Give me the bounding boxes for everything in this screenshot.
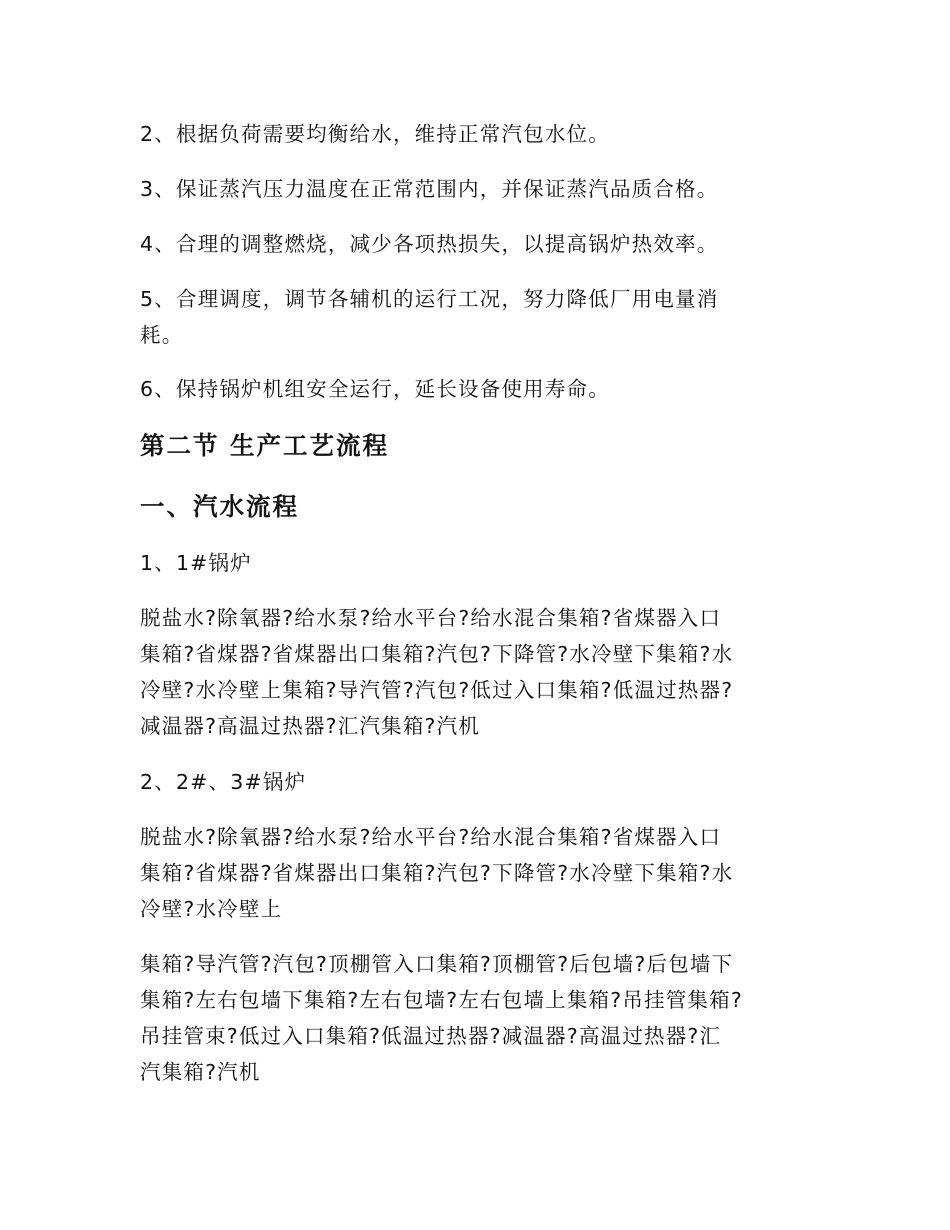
- flow-line: 集箱?省煤器?省煤器出口集箱?汽包?下降管?水冷壁下集箱?水: [140, 861, 734, 885]
- flow-line: 集箱?左右包墙下集箱?左右包墙?左右包墙上集箱?吊挂管集箱?: [140, 988, 743, 1012]
- flow-line: 脱盐水?除氧器?给水泵?给水平台?给水混合集箱?省煤器入口: [140, 606, 722, 630]
- boiler-heading-text: 1、1#锅炉: [140, 551, 252, 575]
- boiler-1-heading: [140, 545, 820, 581]
- section-title: 第二节 生产工艺流程: [140, 431, 390, 460]
- goal-item-5: [140, 281, 820, 353]
- flow-line: 冷壁?水冷壁上集箱?导汽管?汽包?低过入口集箱?低温过热器?: [140, 678, 734, 702]
- goal-text: 6、保持锅炉机组安全运行，延长设备使用寿命。: [140, 377, 610, 401]
- flow-line: 脱盐水?除氧器?给水泵?给水平台?给水混合集箱?省煤器入口: [140, 825, 722, 849]
- flow-line: 冷壁?水冷壁上: [140, 897, 283, 921]
- goal-item-6: [140, 371, 820, 407]
- goal-text: 4、合理的调整燃烧，减少各项热损失，以提高锅炉热效率。: [140, 232, 719, 256]
- flow-line: 集箱?省煤器?省煤器出口集箱?汽包?下降管?水冷壁下集箱?水: [140, 642, 734, 666]
- flow-line: 吊挂管束?低过入口集箱?低温过热器?减温器?高温过热器?汇: [140, 1024, 722, 1048]
- boiler-2-3-flow-part-2: [140, 946, 820, 1090]
- flow-line: 汽集箱?汽机: [140, 1060, 261, 1084]
- boiler-2-3-heading: [140, 764, 820, 800]
- subsection-title: 一、汽水流程: [140, 492, 299, 521]
- goal-item-3: [140, 171, 820, 207]
- goal-item-4: [140, 226, 820, 262]
- flow-line: 减温器?高温过热器?汇汽集箱?汽机: [140, 714, 481, 738]
- goal-text: 2、根据负荷需要均衡给水，维持正常汽包水位。: [140, 122, 610, 146]
- goal-text-continued: 耗。: [140, 323, 184, 347]
- boiler-heading-text: 2、2#、3#锅炉: [140, 770, 307, 794]
- goal-item-2: [140, 116, 820, 152]
- flow-line: 集箱?导汽管?汽包?顶棚管入口集箱?顶棚管?后包墙?后包墙下: [140, 952, 734, 976]
- boiler-2-3-flow-part-1: [140, 819, 820, 927]
- goal-text: 3、保证蒸汽压力温度在正常范围内，并保证蒸汽品质合格。: [140, 177, 719, 201]
- goal-text: 5、合理调度，调节各辅机的运行工况，努力降低厂用电量消: [140, 287, 719, 311]
- boiler-1-flow: [140, 600, 820, 744]
